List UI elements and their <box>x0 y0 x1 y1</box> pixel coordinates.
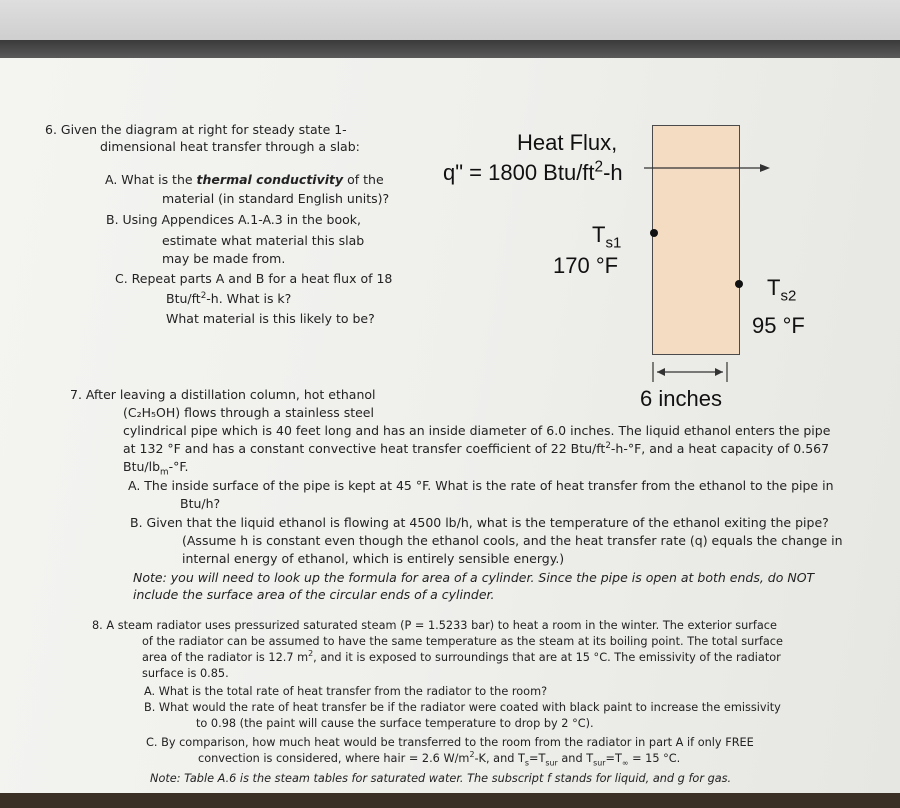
q6-part-b-line-3: may be made from. <box>162 251 286 266</box>
q8-part-b-line-1: B. What would the rate of heat transfer be if the radiator were coated with black paint to increase the emissivity <box>144 701 781 714</box>
q7-part-b-line-1: B. Given that the liquid ethanol is flowing at 4500 lb/h, what is the temperature of the ethanol exiting the pipe? <box>130 515 829 530</box>
q8-c2-text-f: = 15 °C. <box>628 752 681 765</box>
q8-c2-text-e: =T <box>605 752 622 765</box>
q8-part-c-line-2 <box>198 752 680 766</box>
q7-l4-text-1: at 132 °F and has a constant convective heat transfer coefficient of 22 Btu/ft <box>123 441 606 456</box>
q7-l5-sub: m <box>160 467 169 478</box>
flux-value <box>443 160 623 186</box>
flux-sup: 2 <box>594 158 604 176</box>
q6-a-text-1: A. What is the <box>105 172 197 187</box>
q7-line-5 <box>123 459 189 478</box>
q6-line-1: 6. Given the diagram at right for steady state 1- <box>45 122 347 137</box>
q7-l4-sup: 2 <box>605 440 611 451</box>
q8-c2-sub-3: sur <box>593 758 606 768</box>
q8-note: Note: Table A.6 is the steam tables for saturated water. The subscript f stands for liquid, and g for gas. <box>150 772 732 785</box>
q8-c2-text-c: =T <box>529 752 546 765</box>
q8-c2-sup: 2 <box>469 750 475 760</box>
ts2-point <box>735 280 743 288</box>
ts1-subscript: s1 <box>605 234 622 252</box>
q8-c2-sub-4: ∞ <box>621 758 629 768</box>
ts1-label <box>592 222 622 252</box>
q6-part-c-line-3: What material is this likely to be? <box>166 311 375 326</box>
q7-l5-text-2: -°F. <box>168 459 189 474</box>
flux-text-1: q" = 1800 Btu/ft <box>443 160 595 185</box>
q7-line-3: cylindrical pipe which is 40 feet long and has an inside diameter of 6.0 inches. The liquid ethanol enters the pipe <box>123 423 831 438</box>
ts1-value: 170 °F <box>553 253 619 278</box>
q8-l3-text-2: , and it is exposed to surroundings that are at 15 °C. The emissivity of the radiator <box>313 651 781 664</box>
ts2-symbol: T <box>767 275 781 300</box>
q8-line-4: surface is 0.85. <box>142 667 229 680</box>
thickness-label: 6 inches <box>640 386 722 411</box>
q8-part-b-line-2: to 0.98 (the paint will cause the surface temperature to drop by 2 °C). <box>196 717 594 730</box>
q7-note-line-2: include the surface area of the circular ends of a cylinder. <box>133 587 495 602</box>
q6-c-text-2: -h. What is k? <box>206 291 292 306</box>
flux-arrow <box>644 160 774 180</box>
q8-part-a: A. What is the total rate of heat transfer from the radiator to the room? <box>144 685 548 698</box>
q6-part-b-line-2: estimate what material this slab <box>162 233 365 248</box>
thickness-dimension <box>645 360 735 384</box>
q8-c2-text-b: -K, and T <box>474 752 525 765</box>
q7-line-2: (C₂H₅OH) flows through a stainless steel <box>123 405 374 420</box>
q8-c2-sub-2: sur <box>545 758 558 768</box>
q7-note-line-1: Note: you will need to look up the formula for area of a cylinder. Since the pipe is open at both ends, do NOT <box>133 570 815 585</box>
q6-part-c-line-1: C. Repeat parts A and B for a heat flux of 18 <box>115 271 393 286</box>
q8-l3-sup: 2 <box>308 649 314 659</box>
q8-line-3 <box>142 651 781 665</box>
q7-part-b-line-3: internal energy of ethanol, which is entirely sensible energy.) <box>182 551 565 566</box>
q8-l3-text-1: area of the radiator is 12.7 m <box>142 651 309 664</box>
q6-c-text-1: Btu/ft <box>166 291 201 306</box>
monitor-top-strip <box>0 0 900 40</box>
q6-a-text-2: of the <box>343 172 384 187</box>
q7-l4-text-2: -h-°F, and a heat capacity of 0.567 <box>610 441 830 456</box>
q7-line-1: 7. After leaving a distillation column, hot ethanol <box>70 387 376 402</box>
q7-line-4 <box>123 441 829 456</box>
q6-part-b-line-1: B. Using Appendices A.1-A.3 in the book, <box>106 212 361 227</box>
flux-text-2: -h <box>603 160 623 185</box>
q7-part-a-line-1: A. The inside surface of the pipe is kept at 45 °F. What is the rate of heat transfer from the ethanol to the pipe in <box>128 478 834 493</box>
q6-part-a-line-2: material (in standard English units)? <box>162 191 390 206</box>
q6-part-c-line-2 <box>166 291 291 306</box>
q8-line-2: of the radiator can be assumed to have the same temperature as the steam at its boiling point. The total surface <box>142 635 783 648</box>
q6-a-emphasis: thermal conductivity <box>196 172 344 187</box>
q6-line-2: dimensional heat transfer through a slab: <box>100 139 360 154</box>
q8-line-1: 8. A steam radiator uses pressurized saturated steam (P = 1.5233 bar) to heat a room in the winter. The exterior surface <box>92 619 777 632</box>
ts1-symbol: T <box>592 222 606 247</box>
ts1-point <box>650 229 658 237</box>
q6-part-a-line-1 <box>105 172 384 187</box>
q7-part-a-line-2: Btu/h? <box>180 496 221 511</box>
q6-c-sup: 2 <box>200 290 207 301</box>
monitor-bottom-edge <box>0 793 900 808</box>
q8-c2-text-a: convection is considered, where hair = 2.6 W/m <box>198 752 470 765</box>
q8-c2-sub-1: s <box>524 758 530 768</box>
q8-c2-text-d: and T <box>557 752 594 765</box>
ts2-subscript: s2 <box>780 287 797 305</box>
q7-part-b-line-2: (Assume h is constant even though the ethanol cools, and the heat transfer rate (q) equals the change in <box>182 533 843 548</box>
monitor-bezel <box>0 40 900 58</box>
q7-l5-text-1: Btu/lb <box>123 459 161 474</box>
ts2-value: 95 °F <box>752 313 805 338</box>
flux-title: Heat Flux, <box>517 130 618 155</box>
q8-part-c-line-1: C. By comparison, how much heat would be transferred to the room from the radiator in part A if only FREE <box>146 736 754 749</box>
ts2-label <box>767 275 797 305</box>
